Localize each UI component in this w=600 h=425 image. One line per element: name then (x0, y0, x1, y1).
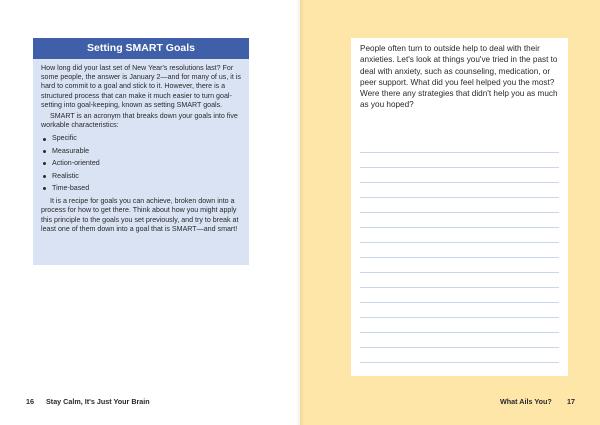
writing-line (360, 317, 559, 318)
sidebar-paragraph-2: SMART is an acronym that breaks down your goals into five workable characteristics: (41, 112, 238, 130)
writing-line (360, 242, 559, 243)
journal-prompt: People often turn to outside help to deal with their anxieties. Let's look at things you've tried in the past to deal with anxiety, such as counseling, medication, or peer support. What did you feel helped you the most? Were there any strategies that didn't help you as much as you hoped? (360, 44, 558, 110)
right-running-title: What Ails You? (500, 397, 552, 406)
book-gutter (296, 0, 304, 425)
list-item: Measurable (41, 147, 242, 156)
writing-line (360, 197, 559, 198)
list-item: Time-based (41, 184, 242, 193)
writing-line (360, 302, 559, 303)
writing-line (360, 272, 559, 273)
writing-line (360, 347, 559, 348)
writing-line (360, 212, 559, 213)
journal-card (351, 38, 568, 376)
characteristics-list (41, 134, 242, 193)
writing-lines (360, 152, 559, 376)
left-page-number: 16 (26, 397, 34, 406)
writing-line (360, 182, 559, 183)
writing-line (360, 167, 559, 168)
list-item: Specific (41, 134, 242, 143)
writing-line (360, 362, 559, 363)
sidebar-title: Setting SMART Goals (33, 38, 249, 59)
list-item: Realistic (41, 172, 242, 181)
writing-line (360, 287, 559, 288)
sidebar-body (33, 59, 249, 234)
sidebar-paragraph-1: How long did your last set of New Year's resolutions last? For some people, the answer is January 2—and for many of us, it is hard to commit to a goal and stick to it. However, there is a structured process that can make it much easier to turn goal-setting into goal-keeping, known as setting SMART goals. (41, 64, 241, 109)
writing-line (360, 257, 559, 258)
right-page-number: 17 (567, 397, 575, 406)
sidebar-paragraph-3: It is a recipe for goals you can achieve, broken down into a process for how to get there. Think about how you might apply this principle to the goals you set previously, and try to break at least one of them down into a goal that is SMART—and smart! (41, 197, 239, 233)
writing-line (360, 332, 559, 333)
left-running-title: Stay Calm, It's Just Your Brain (46, 397, 150, 406)
writing-line (360, 152, 559, 153)
list-item: Action-oriented (41, 159, 242, 168)
smart-goals-sidebar (33, 38, 249, 265)
writing-line (360, 227, 559, 228)
